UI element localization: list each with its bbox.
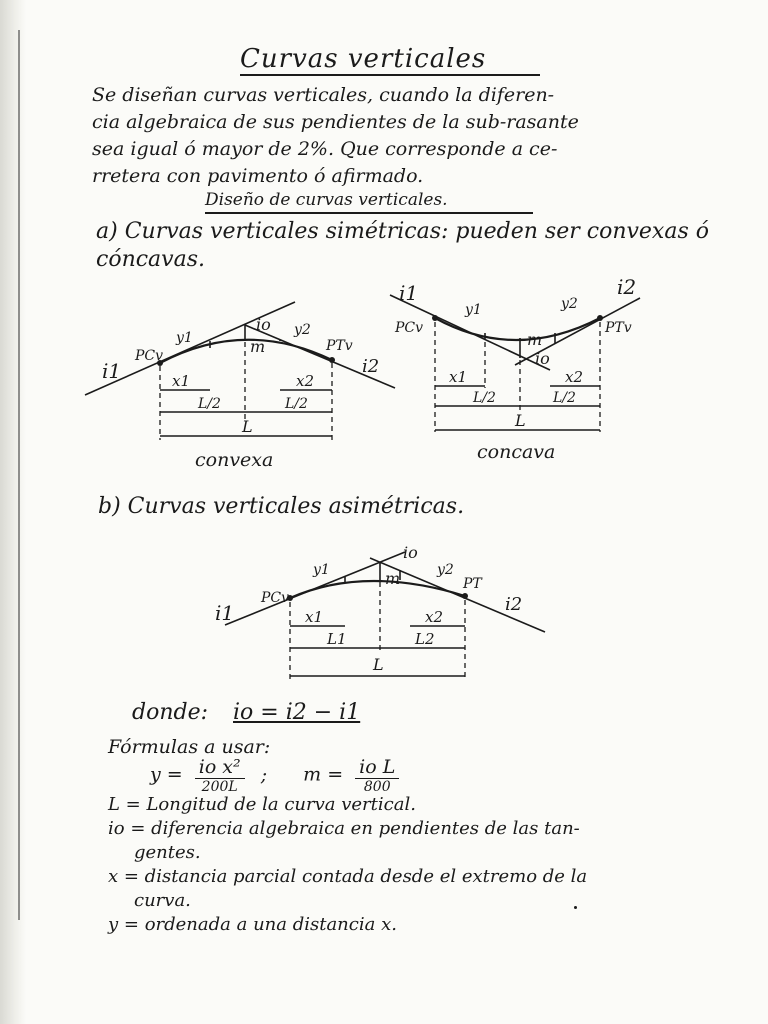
formula-row (150, 756, 405, 795)
label-y1: y1 (465, 302, 482, 318)
curve-arc (435, 318, 600, 340)
convexa-diagram (80, 290, 410, 470)
label-y1: y1 (313, 562, 330, 578)
item-b-heading: b) Curvas verticales asimétricas. (98, 494, 465, 519)
label-y1: y1 (176, 330, 193, 346)
m-formula-lhs: m = (303, 763, 344, 786)
intro-line: cia algebraica de sus pendientes de la sub-rasante (92, 111, 579, 133)
label-x1: x1 (449, 368, 468, 386)
definition-line: y = ordenada a una distancia x. (108, 914, 397, 935)
label-x2: x2 (425, 608, 444, 626)
label-l1: L1 (327, 630, 347, 648)
label-x1: x1 (305, 608, 324, 626)
definition-line: curva. (134, 890, 191, 911)
stray-dot (574, 906, 577, 909)
label-io: io (535, 349, 550, 368)
ptv-point (597, 315, 603, 321)
label-i1: i1 (399, 281, 419, 305)
label-ptv: PTv (326, 338, 353, 354)
label-x2: x2 (565, 368, 584, 386)
label-io: io (403, 543, 418, 562)
ptv-point (329, 357, 335, 363)
page-edge-shadow (0, 0, 26, 1024)
y-formula-numerator: io x² (195, 756, 245, 779)
label-i2: i2 (362, 356, 380, 377)
label-pt: PT (463, 576, 482, 592)
formula-separator: ; (260, 763, 268, 786)
label-i2: i2 (617, 275, 637, 299)
label-total: L (242, 417, 253, 436)
label-i1: i1 (102, 359, 122, 383)
donde-line (132, 700, 360, 725)
title-underline (240, 74, 540, 76)
label-half-left: L/2 (473, 390, 496, 406)
label-l2: L2 (415, 630, 435, 648)
intro-line: Se diseñan curvas verticales, cuando la diferen- (92, 84, 555, 106)
label-pcv: PCv (135, 348, 164, 364)
label-m: m (250, 337, 266, 356)
label-pcv: PCv (395, 320, 424, 336)
label-total: L (515, 411, 526, 430)
donde-label: donde: (132, 700, 209, 725)
label-i1: i1 (215, 601, 235, 625)
m-formula-denominator: 800 (363, 779, 391, 795)
m-formula-fraction (355, 756, 399, 795)
section-underline (205, 212, 533, 214)
caption-concava: concava (477, 441, 556, 463)
item-a-heading: a) Curvas verticales simétricas: pueden ser convexas ó cóncavas. (96, 219, 709, 272)
page-title: Curvas verticales (240, 44, 487, 74)
definition-line: io = diferencia algebraica en pendientes de las tan- (108, 818, 580, 839)
label-ptv: PTv (605, 320, 632, 336)
label-m: m (385, 569, 401, 588)
label-io: io (256, 315, 271, 334)
label-x2: x2 (296, 372, 315, 390)
intro-line: rretera con pavimento ó afirmado. (92, 165, 424, 187)
label-half-left: L/2 (198, 396, 221, 412)
definition-line: gentes. (134, 842, 201, 863)
label-pcv: PCv (261, 590, 290, 606)
y-formula-fraction (195, 756, 245, 795)
definition-line: L = Longitud de la curva vertical. (108, 794, 416, 815)
label-m: m (527, 330, 543, 349)
m-formula-numerator: io L (355, 756, 399, 779)
label-total: L (373, 655, 384, 674)
label-half-right: L/2 (285, 396, 308, 412)
asimetrica-diagram (205, 540, 565, 690)
binding-line (18, 30, 20, 920)
intro-paragraph (92, 82, 742, 190)
label-x1: x1 (172, 372, 191, 390)
definitions-list (108, 794, 728, 938)
y-formula-denominator: 200L (201, 779, 238, 795)
label-half-right: L/2 (553, 390, 576, 406)
pt-point (462, 593, 468, 599)
label-i2: i2 (505, 594, 523, 615)
caption-convexa: convexa (195, 449, 274, 471)
io-equation: io = i2 − i1 (233, 700, 361, 725)
label-y2: y2 (294, 322, 311, 338)
intro-line: sea igual ó mayor de 2%. Que corresponde a ce- (92, 138, 558, 160)
curve-arc (290, 581, 465, 598)
concava-diagram (385, 270, 745, 470)
label-y2: y2 (561, 296, 578, 312)
definition-line: x = distancia parcial contada desde el extremo de la (108, 866, 588, 887)
section-title: Diseño de curvas verticales. (205, 190, 448, 210)
formulas-label: Fórmulas a usar: (108, 736, 271, 758)
y-formula-lhs: y = (150, 763, 183, 786)
label-y2: y2 (437, 562, 454, 578)
pcv-point (432, 315, 438, 321)
